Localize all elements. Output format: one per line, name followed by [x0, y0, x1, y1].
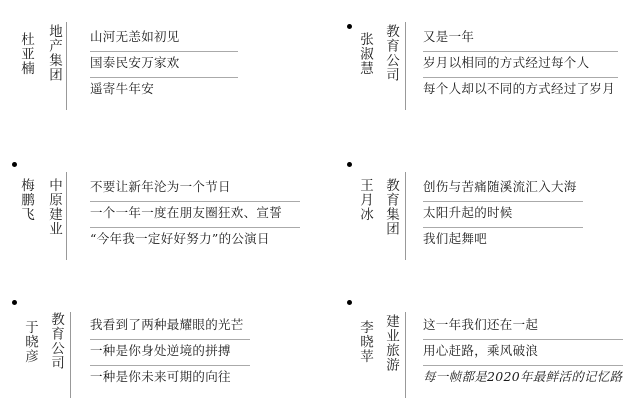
poem-line: 山河无恙如初见 [90, 29, 180, 44]
poem-line: 遥寄牛年安 [90, 81, 155, 96]
organization-name: 教育集团 [383, 178, 399, 236]
poem-line: 太阳升起的时候 [423, 205, 513, 220]
poem-line: 一种是你身处逆境的拼搏 [90, 343, 231, 358]
poem-line: 每个人却以不同的方式经过了岁月 [423, 81, 616, 96]
divider [70, 312, 71, 398]
bullet-dot [12, 300, 17, 305]
poem-line: 一个一年一度在朋友圈狂欢、宣誓 [90, 205, 283, 220]
poem-line: 创伤与苦痛随溪流汇入大海 [423, 179, 577, 194]
poem-line: 用心赶路，乘风破浪 [423, 343, 539, 358]
person-name: 梅鹏飞 [18, 178, 34, 222]
bullet-dot [12, 162, 17, 167]
card-wang-yuebing [343, 160, 640, 280]
bullet-dot [347, 24, 352, 29]
person-name: 张淑慧 [357, 32, 373, 76]
poem-line: 不要让新年沦为一个节日 [90, 179, 231, 194]
card-du-yanan [8, 22, 308, 142]
person-name: 李晓苹 [357, 320, 373, 364]
card-zhang-shuhui [343, 22, 640, 142]
person-name: 王月冰 [357, 178, 373, 222]
poem-line: 一种是你未来可期的向往 [90, 369, 231, 384]
organization-name: 地产集团 [46, 24, 62, 82]
organization-name: 教育公司 [383, 24, 399, 82]
poem-line: 国泰民安万家欢 [90, 55, 180, 70]
card-yu-xiaoyan [8, 298, 308, 400]
bullet-dot [347, 162, 352, 167]
divider [405, 312, 406, 398]
poem-line: 我们起舞吧 [423, 231, 488, 246]
poem-line: “今年我一定好好努力”的公演日 [90, 231, 270, 246]
poem-line: 这一年我们还在一起 [423, 317, 539, 332]
poem-line: 又是一年 [423, 29, 475, 44]
poem-line: 每一帧都是2020年最鲜活的记忆路 [423, 369, 623, 384]
divider [66, 22, 67, 110]
divider [405, 172, 406, 260]
organization-name: 中原建业 [46, 178, 62, 236]
person-name: 于晓彦 [22, 320, 38, 364]
divider [405, 22, 406, 110]
card-li-xiaoping [343, 298, 640, 400]
card-mei-pengfei [8, 160, 308, 280]
bullet-dot [347, 300, 352, 305]
divider [66, 172, 67, 260]
poem-line: 我看到了两种最耀眼的光芒 [90, 317, 244, 332]
poem-line: 岁月以相同的方式经过每个人 [423, 55, 590, 70]
organization-name: 教育公司 [48, 312, 64, 370]
organization-name: 建业旅游 [383, 314, 399, 372]
person-name: 杜亚楠 [18, 32, 34, 76]
